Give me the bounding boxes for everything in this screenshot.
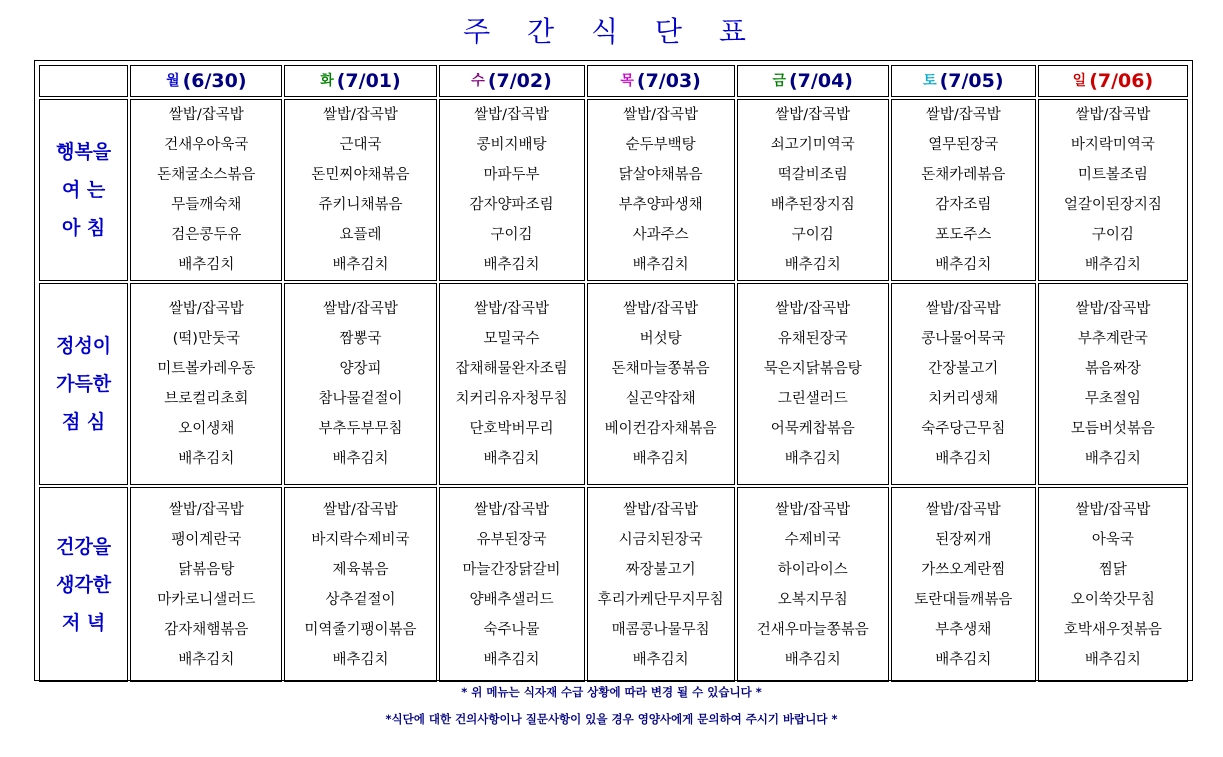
dish-item: 배추김치 [935, 451, 992, 467]
dish-item: 배추김치 [784, 451, 841, 467]
dish-item: 무들깨숙채 [171, 197, 242, 213]
dish-item: 콩비지배탕 [476, 137, 547, 153]
dish-item: 배추된장지짐 [770, 197, 855, 213]
meal-label-line: 여 는 [61, 179, 106, 201]
dish-item: 참나물겉절이 [318, 391, 403, 407]
day-header-wed [439, 65, 585, 97]
dish-item: 배추김치 [178, 651, 235, 668]
dish-item: 부추생채 [935, 621, 992, 638]
dish-item: 묵은지닭볶음탕 [763, 361, 862, 377]
dish-item: 치커리생채 [928, 391, 999, 407]
dish-item: 열무된장국 [928, 137, 999, 153]
footnote-change-notice: * 위 메뉴는 식자재 수급 상황에 따라 변경 될 수 있습니다 * [461, 685, 762, 699]
dish-item: 구이김 [490, 227, 533, 243]
dish-item: 구이김 [1091, 227, 1134, 243]
dish-item: 유채된장국 [777, 331, 848, 347]
dish-item: 모밀국수 [483, 331, 540, 347]
dish-item: 모듬버섯볶음 [1070, 421, 1155, 437]
dish-item: 브로컬리초회 [164, 391, 249, 407]
dish-item: 순두부백탕 [625, 137, 696, 153]
dish-item: 배추김치 [632, 651, 689, 668]
dish-item: 시금치된장국 [618, 531, 703, 548]
dish-item: 쌀밥/잡곡밥 [1075, 301, 1151, 317]
day-label: (7/04) [789, 70, 853, 92]
dish-item: 짜장불고기 [625, 561, 696, 578]
dish-item: 무초절임 [1084, 391, 1141, 407]
dish-item: 쇠고기미역국 [770, 137, 855, 153]
dish-item: 쌀밥/잡곡밥 [168, 301, 244, 317]
dish-item: 하이라이스 [777, 561, 848, 578]
dish-item: 부추양파생채 [618, 197, 703, 213]
dish-item: 볶음짜장 [1084, 361, 1141, 377]
dish-item: 된장찌개 [935, 531, 992, 548]
dish-item: 쌀밥/잡곡밥 [623, 107, 699, 123]
meal-row-dinner [39, 487, 1188, 682]
wed-badge-icon: 수 [471, 73, 485, 89]
menu-cell-breakfast-mon [130, 99, 282, 281]
dish-item: 배추김치 [178, 257, 235, 273]
dish-item: 단호박버무리 [469, 421, 554, 437]
dish-item: 양배추샐러드 [469, 591, 554, 608]
menu-cell-breakfast-fri [737, 99, 889, 281]
menu-cell-lunch-tue [284, 283, 436, 485]
dish-item: 쌀밥/잡곡밥 [323, 107, 398, 123]
dish-item: 버섯탕 [639, 331, 682, 347]
footnote-inquiry-notice: *식단에 대한 건의사항이나 질문사항이 있을 경우 영양사에게 문의하여 주시기 바랍니다 * [385, 712, 838, 726]
meal-label-line: 점 심 [61, 411, 106, 433]
menu-cell-dinner-wed [439, 487, 585, 682]
dish-item: 그린샐러드 [777, 391, 848, 407]
fri-badge-icon: 금 [772, 73, 786, 89]
menu-cell-dinner-sun [1038, 487, 1188, 682]
day-header-fri [737, 65, 889, 97]
dish-item: 베이컨감자채볶음 [604, 421, 717, 437]
menu-cell-dinner-fri [737, 487, 889, 682]
menu-cell-lunch-thu [587, 283, 735, 485]
dish-item: 치커리유자청무침 [455, 391, 568, 407]
dish-item: 부추계란국 [1077, 331, 1148, 347]
dish-item: 배추김치 [935, 651, 992, 668]
sun-badge-icon: 일 [1072, 73, 1087, 89]
dish-item: 오복지무침 [777, 591, 848, 608]
dish-item: 배추김치 [332, 451, 389, 467]
menu-cell-lunch-sun [1038, 283, 1188, 485]
dish-item: 쌀밥/잡곡밥 [168, 107, 244, 123]
dish-item: 배추김치 [935, 257, 992, 273]
page-title: 주 간 식 단 표 [463, 15, 760, 48]
dish-item: 쌀밥/잡곡밥 [775, 501, 851, 518]
dish-item: 부추두부무침 [318, 421, 403, 437]
dish-item: 바지락수제비국 [311, 531, 410, 548]
menu-table-frame [34, 60, 1193, 681]
thu-badge-icon: 목 [620, 73, 634, 89]
dish-item: 쌀밥/잡곡밥 [775, 301, 851, 317]
menu-cell-breakfast-sat [891, 99, 1036, 281]
menu-cell-lunch-mon [130, 283, 282, 485]
dish-item: 수제비국 [784, 531, 841, 548]
dish-item: 마늘간장닭갈비 [462, 561, 561, 578]
day-header-thu [587, 65, 735, 97]
dish-item: 배추김치 [632, 451, 689, 467]
day-label: (7/03) [636, 70, 701, 92]
dish-item: 쌀밥/잡곡밥 [474, 301, 550, 317]
menu-cell-breakfast-thu [587, 99, 735, 281]
dish-item: 찜닭 [1098, 561, 1127, 578]
dish-item: 쌀밥/잡곡밥 [775, 107, 851, 123]
menu-cell-lunch-sat [891, 283, 1036, 485]
dish-item: 콩나물어묵국 [921, 331, 1006, 347]
dish-item: 배추김치 [178, 451, 235, 467]
dish-item: 오이쑥갓무침 [1070, 591, 1155, 608]
meal-row-breakfast [39, 99, 1188, 281]
meal-row-lunch [39, 283, 1188, 485]
sat-badge-icon: 토 [923, 73, 937, 89]
header-row [39, 65, 1188, 97]
dish-item: 팽이계란국 [171, 531, 242, 548]
dish-item: 간장불고기 [928, 361, 999, 377]
dish-item: (떡)만둣국 [172, 331, 240, 347]
meal-label-line: 행복을 [56, 141, 112, 163]
dish-item: 바지락미역국 [1070, 137, 1155, 153]
dish-item: 제육볶음 [332, 561, 389, 578]
dish-item: 쌀밥/잡곡밥 [323, 501, 398, 518]
dish-item: 쥬키니채볶음 [318, 197, 403, 213]
tue-badge-icon: 화 [320, 73, 334, 89]
dish-item: 상추겉절이 [325, 591, 396, 608]
dish-item: 배추김치 [483, 451, 540, 467]
dish-item: 돈채카레볶음 [921, 167, 1006, 183]
dish-item: 건새우아욱국 [164, 137, 249, 153]
menu-cell-lunch-wed [439, 283, 585, 485]
dish-item: 떡갈비조림 [777, 167, 848, 183]
dish-item: 후리가케단무지무침 [597, 591, 724, 608]
dish-item: 아욱국 [1091, 531, 1134, 548]
meal-label-line: 건강을 [56, 535, 112, 558]
dish-item: 배추김치 [332, 651, 389, 668]
corner-cell [39, 65, 128, 97]
dish-item: 쌀밥/잡곡밥 [925, 501, 1001, 518]
dish-item: 유부된장국 [476, 531, 547, 548]
menu-cell-breakfast-sun [1038, 99, 1188, 281]
dish-item: 얼갈이된장지짐 [1063, 197, 1162, 213]
dish-item: 토란대들깨볶음 [914, 591, 1013, 608]
dish-item: 배추김치 [784, 651, 841, 668]
dish-item: 쌀밥/잡곡밥 [323, 301, 398, 317]
dish-item: 건새우마늘쫑볶음 [756, 621, 869, 638]
dish-item: 쌀밥/잡곡밥 [925, 301, 1001, 317]
menu-cell-dinner-thu [587, 487, 735, 682]
menu-cell-lunch-fri [737, 283, 889, 485]
dish-item: 쌀밥/잡곡밥 [623, 501, 699, 518]
dish-item: 요플레 [339, 227, 382, 243]
day-label: (7/02) [487, 70, 552, 92]
dish-item: 오이생채 [178, 421, 235, 437]
menu-cell-dinner-sat [891, 487, 1036, 682]
dish-item: 쌀밥/잡곡밥 [474, 501, 550, 518]
dish-item: 감자채햄볶음 [164, 621, 249, 638]
dish-item: 미역줄기팽이볶음 [304, 621, 417, 638]
dish-item: 쌀밥/잡곡밥 [925, 107, 1001, 123]
mon-badge-icon: 월 [166, 73, 180, 89]
dish-item: 검은콩두유 [171, 227, 242, 243]
dish-item: 쌀밥/잡곡밥 [1075, 107, 1151, 123]
dish-item: 마파두부 [483, 167, 540, 183]
day-header-sat [891, 65, 1036, 97]
dish-item: 돈민찌야채볶음 [311, 167, 410, 183]
dish-item: 배추김치 [483, 257, 540, 273]
dish-item: 숙주나물 [483, 621, 540, 638]
dish-item: 쌀밥/잡곡밥 [1075, 501, 1151, 518]
day-header-mon [130, 65, 282, 97]
dish-item: 미트볼카레우동 [157, 361, 256, 377]
meal-label-breakfast [39, 99, 128, 281]
day-header-sun [1038, 65, 1188, 97]
dish-item: 실곤약잡채 [625, 391, 696, 407]
meal-label-line: 정성이 [56, 335, 112, 357]
dish-item: 배추김치 [784, 257, 841, 273]
dish-item: 배추김치 [1084, 651, 1141, 668]
meal-label-line: 가득한 [56, 373, 112, 395]
dish-item: 배추김치 [483, 651, 540, 668]
dish-item: 가쓰오계란찜 [921, 561, 1006, 578]
dish-item: 양장피 [339, 361, 382, 377]
dish-item: 숙주당근무침 [921, 421, 1006, 437]
dish-item: 배추김치 [632, 257, 689, 273]
dish-item: 배추김치 [1084, 451, 1141, 467]
menu-cell-dinner-mon [130, 487, 282, 682]
meal-label-lunch [39, 283, 128, 485]
dish-item: 미트볼조림 [1077, 167, 1148, 183]
dish-item: 마카로니샐러드 [157, 591, 256, 608]
dish-item: 포도주스 [935, 227, 992, 243]
meal-label-line: 아 침 [61, 217, 106, 239]
dish-item: 쌀밥/잡곡밥 [168, 501, 244, 518]
day-label: (7/06) [1089, 70, 1154, 92]
dish-item: 배추김치 [332, 257, 389, 273]
dish-item: 근대국 [339, 137, 382, 153]
dish-item: 쌀밥/잡곡밥 [623, 301, 699, 317]
dish-item: 잡채해물완자조림 [455, 361, 568, 377]
meal-label-line: 저 녁 [61, 611, 106, 634]
dish-item: 감자양파조림 [469, 197, 554, 213]
dish-item: 쌀밥/잡곡밥 [474, 107, 550, 123]
menu-cell-dinner-tue [284, 487, 436, 682]
dish-item: 닭살야채볶음 [618, 167, 703, 183]
menu-cell-breakfast-tue [284, 99, 436, 281]
day-label: (7/01) [336, 70, 401, 92]
dish-item: 어묵케찹볶음 [770, 421, 855, 437]
weekly-menu-table [37, 63, 1190, 684]
dish-item: 짬뽕국 [339, 331, 382, 347]
dish-item: 돈채마늘쫑볶음 [611, 361, 710, 377]
day-label: (6/30) [182, 70, 247, 92]
dish-item: 매콤콩나물무침 [611, 621, 710, 638]
dish-item: 닭볶음탕 [178, 561, 235, 578]
menu-cell-breakfast-wed [439, 99, 585, 281]
dish-item: 감자조림 [935, 197, 992, 213]
day-label: (7/05) [939, 70, 1004, 92]
meal-label-line: 생각한 [56, 573, 112, 596]
dish-item: 호박새우젓볶음 [1063, 621, 1162, 638]
meal-label-dinner [39, 487, 128, 682]
day-header-tue [284, 65, 436, 97]
dish-item: 돈채굴소스볶음 [157, 167, 256, 183]
dish-item: 배추김치 [1084, 257, 1141, 273]
dish-item: 사과주스 [632, 227, 689, 243]
dish-item: 구이김 [791, 227, 834, 243]
